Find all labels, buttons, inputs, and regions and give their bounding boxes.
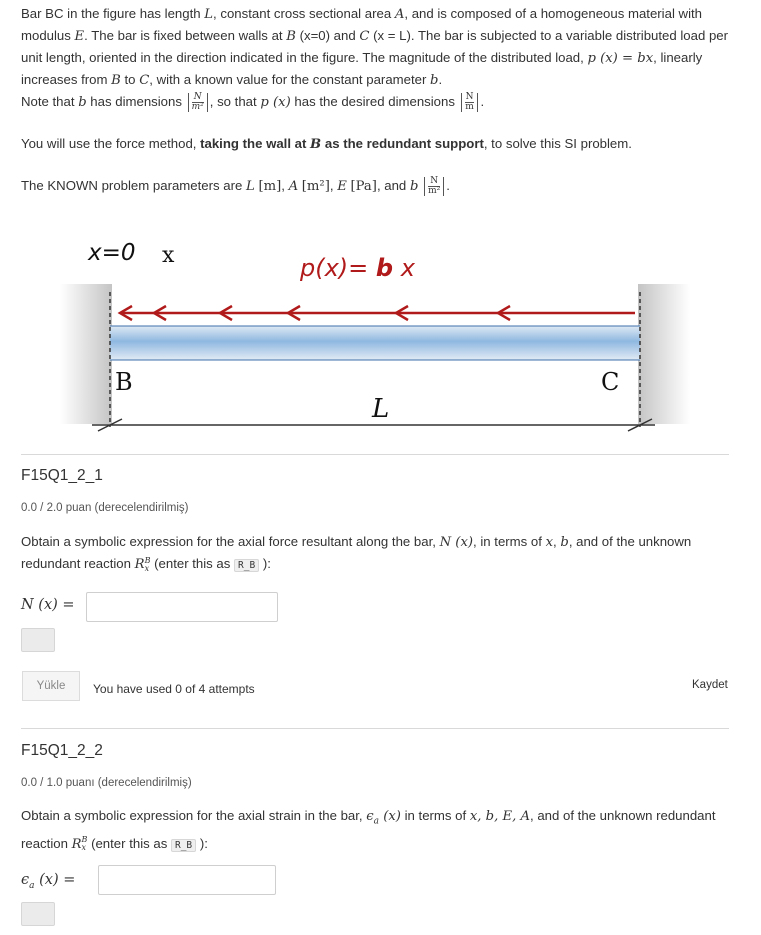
intro-text: , linearly increases from xyxy=(21,50,703,87)
intro-text: . xyxy=(480,94,485,109)
code-hint: R_B xyxy=(234,559,259,572)
save-button[interactable]: Kaydet xyxy=(692,679,728,691)
symbol-b: b xyxy=(430,73,439,88)
submit-button[interactable]: Yükle xyxy=(22,671,80,701)
point-B-label: B xyxy=(115,368,133,396)
desc-text: , and of the unknown redundant reaction xyxy=(21,808,716,851)
reaction-sub: x xyxy=(81,843,87,853)
fraction-denominator: m xyxy=(465,102,474,113)
answer-input-strain[interactable] xyxy=(98,865,276,895)
load-expression: p (x) = bx xyxy=(587,51,654,66)
x-axis-label: x xyxy=(162,243,175,268)
fraction-denominator: m² xyxy=(191,102,204,113)
desc-text: Obtain a symbolic expression for the axial strain in the bar, xyxy=(21,808,367,823)
desc-text: ): xyxy=(259,556,271,571)
symbol-B: B xyxy=(286,29,296,44)
unit-fraction xyxy=(424,177,444,196)
fraction-numerator: N xyxy=(428,177,440,187)
intro-paragraph-3 xyxy=(21,133,741,155)
reaction-sub: x xyxy=(144,563,150,573)
intro-text: as the redundant support xyxy=(321,136,484,151)
problem-score: 0.0 / 1.0 puanı (derecelendirilmiş) xyxy=(21,777,192,789)
problem-score: 0.0 / 2.0 puan (derecelendirilmiş) xyxy=(21,502,189,514)
strain-arg: (x) xyxy=(379,809,401,824)
load-label-b: b xyxy=(375,254,394,282)
desc-text: ): xyxy=(196,835,208,851)
intro-text: to xyxy=(120,72,140,87)
field-label-sub: a xyxy=(29,880,35,891)
symbol-L: L xyxy=(246,179,255,194)
intro-paragraph-2 xyxy=(21,91,741,113)
intro-text: , with a known value for the constant parameter xyxy=(149,72,431,87)
desc-text: , xyxy=(553,534,561,549)
answer-input-N[interactable] xyxy=(86,592,278,622)
symbol-vars: x, b, E, A xyxy=(469,809,531,824)
bar-body xyxy=(110,326,640,360)
load-label-prefix: p(x)= xyxy=(300,254,376,282)
symbol-b: b xyxy=(560,535,569,550)
intro-text: , constant cross sectional area xyxy=(213,6,395,21)
symbol-b: b xyxy=(409,179,419,194)
unit-fraction xyxy=(188,93,208,112)
desc-text: (enter this as xyxy=(87,835,171,851)
attempts-text: You have used 0 of 4 attempts xyxy=(93,682,255,696)
intro-text: . The bar is fixed between walls at xyxy=(84,28,287,43)
problem-title: F15Q1_2_2 xyxy=(21,742,103,759)
intro-paragraph-4: The KNOWN problem parameters are L [m], A [m²], E [Pa], and b $\frac{N}{\text{m²}}$ . xyxy=(21,176,450,197)
symbol-C: C xyxy=(139,73,150,88)
field-label: N (x) = xyxy=(21,597,75,613)
intro-text: (x = L). The bar is subjected to a variable distributed load per unit length, oriented in the direction indicated in the figure. The magnitude of the distributed load, xyxy=(21,28,729,65)
field-label xyxy=(21,872,75,891)
field-label-rest: (x) = xyxy=(34,872,76,888)
symbol-N: N (x) xyxy=(439,535,474,550)
right-wall xyxy=(638,284,690,424)
section-divider xyxy=(21,454,729,455)
intro-text: . xyxy=(438,72,443,87)
intro-text: You will use the force method, xyxy=(21,136,201,151)
symbol-A: A xyxy=(288,179,299,194)
desc-text: Obtain a symbolic expression for the axial force resultant along the bar, xyxy=(21,534,440,549)
symbol-C: C xyxy=(359,29,370,44)
problem-title: F15Q1_2_1 xyxy=(21,467,103,484)
reaction-R: R xyxy=(134,557,145,572)
desc-text: , in terms of xyxy=(473,534,546,549)
origin-label: x=0 xyxy=(88,240,136,266)
equation-preview-button[interactable] xyxy=(21,902,55,926)
symbol-A: A xyxy=(394,7,405,22)
symbol-E: E xyxy=(337,179,347,194)
symbol-strain xyxy=(366,809,401,827)
intro-text: has dimensions xyxy=(86,94,186,109)
problem-description xyxy=(21,531,741,576)
intro-paragraph-1 xyxy=(21,3,741,91)
length-label: L xyxy=(372,394,390,424)
intro-text: Note that xyxy=(21,94,79,109)
symbol-B: B xyxy=(111,73,121,88)
symbol-x: x xyxy=(545,535,554,550)
reaction-sup: B xyxy=(81,835,88,845)
intro-text: has the desired dimensions xyxy=(290,94,459,109)
intro-text: taking the wall at xyxy=(200,136,311,151)
problem-description xyxy=(21,805,741,856)
field-label-epsilon: ϵ xyxy=(21,872,30,888)
intro-text: The KNOWN problem parameters are xyxy=(21,178,246,193)
code-hint: R_B xyxy=(171,839,196,852)
unit-E: [Pa] xyxy=(350,179,377,194)
fraction-denominator: m² xyxy=(428,186,441,197)
desc-text: (enter this as xyxy=(150,556,235,571)
intro-text: , to solve this SI problem. xyxy=(483,136,632,151)
intro-text: , and is composed of a homogeneous material with modulus xyxy=(21,6,702,43)
load-expression: p (x) xyxy=(260,95,291,110)
symbol-B: B xyxy=(310,137,322,152)
reaction-R: R xyxy=(71,836,82,852)
symbol-reaction xyxy=(72,837,88,852)
point-C-label: C xyxy=(601,368,620,396)
intro-text: , so that xyxy=(209,94,261,109)
unit-fraction xyxy=(461,93,479,112)
intro-text: (x=0) and xyxy=(295,28,360,43)
bar-figure xyxy=(0,232,761,442)
fraction-numerator: N xyxy=(465,92,474,103)
section-divider xyxy=(21,728,729,729)
load-label xyxy=(300,254,415,282)
desc-text: in terms of xyxy=(400,808,470,823)
symbol-L: L xyxy=(204,7,214,22)
redundant-support-note xyxy=(200,136,484,151)
problem-intro xyxy=(21,3,741,197)
unit-L: [m] xyxy=(258,179,282,194)
symbol-b: b xyxy=(78,95,87,110)
intro-text: , and xyxy=(376,178,410,193)
equation-preview-button[interactable] xyxy=(21,628,55,652)
reaction-sup: B xyxy=(144,555,151,565)
intro-text: Bar BC in the figure has length xyxy=(21,6,205,21)
unit-A: [m²] xyxy=(301,179,330,194)
desc-text: , and of the unknown redundant reaction xyxy=(21,534,692,571)
fraction-numerator: N xyxy=(192,93,204,103)
strain-epsilon: ϵ xyxy=(366,809,374,824)
load-label-x: x xyxy=(393,254,415,282)
intro-text: . xyxy=(446,178,450,193)
strain-sub: a xyxy=(373,816,380,827)
symbol-E: E xyxy=(74,29,85,44)
symbol-reaction xyxy=(135,557,151,572)
left-wall xyxy=(60,284,112,424)
